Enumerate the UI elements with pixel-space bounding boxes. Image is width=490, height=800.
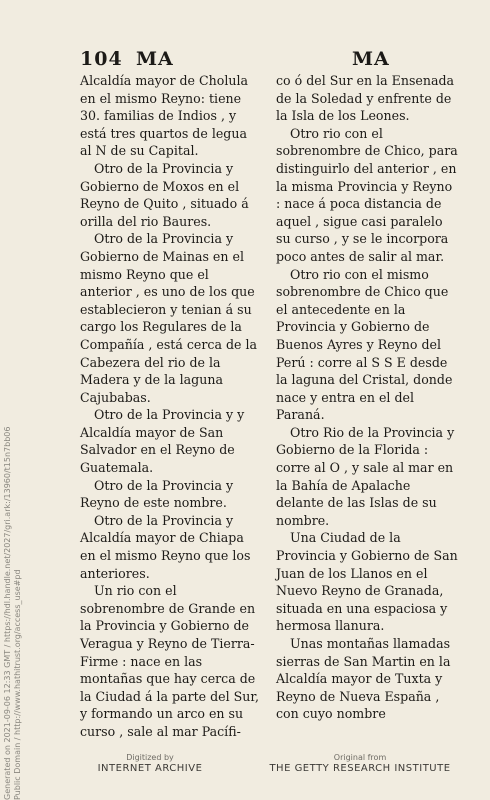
right-running-head: MA xyxy=(352,48,390,70)
paragraph: Otro de la Provincia y Reyno de este nombre. xyxy=(80,477,234,511)
stamp-line-generated: Generated on 2021-09-06 12:33 GMT / https://hdl.handle.net/2027/gri.ark:/13960/t15n7bb06 xyxy=(3,426,12,800)
footer-digitized xyxy=(50,752,250,774)
paragraph: Un rio con el sobrenombre de Grande en la Provincia y Gobierno de Veragua y Reyno de Tierra-Firme : nace en las montañas que hay cerca de la Ciudad á la parte del Sur, y formando un arco en su curso , sale al mar Pacífi- xyxy=(80,583,260,739)
paragraph: Otro de la Provincia y Gobierno de Moxos en el Reyno de Quito , situado á orilla del rio Baures. xyxy=(80,160,249,229)
paragraph: Otro Rio de la Provincia y Gobierno de la Florida : corre al O , y sale al mar en la Bahía de Apalache delante de las Islas de su nombre. xyxy=(276,424,455,528)
paragraph: co ó del Sur en la Ensenada de la Soledad y enfrente de la Isla de los Leones. xyxy=(276,73,455,124)
page-number: 104 xyxy=(80,48,123,70)
paragraph: Una Ciudad de la Provincia y Gobierno de San Juan de los Llanos en el Nuevo Reyno de Granada, situada en una espaciosa y hermosa llanura. xyxy=(276,530,458,634)
paragraph: Otro de la Provincia y Gobierno de Mainas en el mismo Reyno que el anterior , es uno de los que establecieron y tenian á su cargo los Regulares de la Compañía , está cerca de la Cabezera del rio de la Madera y de la laguna Cajubabas. xyxy=(80,231,258,405)
stamp-line-public-domain: Public Domain / http://www.hathitrust.org/access_use#pd xyxy=(13,569,22,800)
left-column xyxy=(80,72,262,741)
paragraph: Otro de la Provincia y Alcaldía mayor de Chiapa en el mismo Reyno que los anteriores. xyxy=(80,512,251,581)
right-column xyxy=(276,72,458,723)
paragraph: Otro rio con el sobrenombre de Chico, para distinguirlo del anterior , en la misma Provincia y Reyno : nace á poca distancia de aquel , sigue casi paralelo su curso , y se le incorpora poco antes de salir al mar. xyxy=(276,125,458,264)
hathitrust-stamp xyxy=(3,427,23,800)
footer-internet-archive: INTERNET ARCHIVE xyxy=(97,763,203,774)
footer-digitized-label: Digitized by xyxy=(126,753,174,762)
paragraph: Otro de la Provincia y y Alcaldía mayor de San Salvador en el Reyno de Guatemala. xyxy=(80,407,245,476)
footer-original-label: Original from xyxy=(333,753,387,762)
page-header xyxy=(80,48,452,74)
footer-original xyxy=(260,752,460,774)
paragraph: Alcaldía mayor de Cholula en el mismo Reyno: tiene 30. familias de Indios , y está tres quartos de legua al N de su Capital. xyxy=(80,73,249,159)
footer-getty: THE GETTY RESEARCH INSTITUTE xyxy=(269,763,451,774)
paragraph: Unas montañas llamadas sierras de San Martin en la Alcaldía mayor de Tuxta y Reyno de Nueva España , con cuyo nombre xyxy=(276,636,451,722)
left-running-head: MA xyxy=(136,48,174,70)
paragraph: Otro rio con el mismo sobrenombre de Chico que el antecedente en la Provincia y Gobierno de Buenos Ayres y Reyno del Perú : corre al S S E desde la laguna del Cristal, donde nace y entra en el del Paraná. xyxy=(276,266,453,423)
